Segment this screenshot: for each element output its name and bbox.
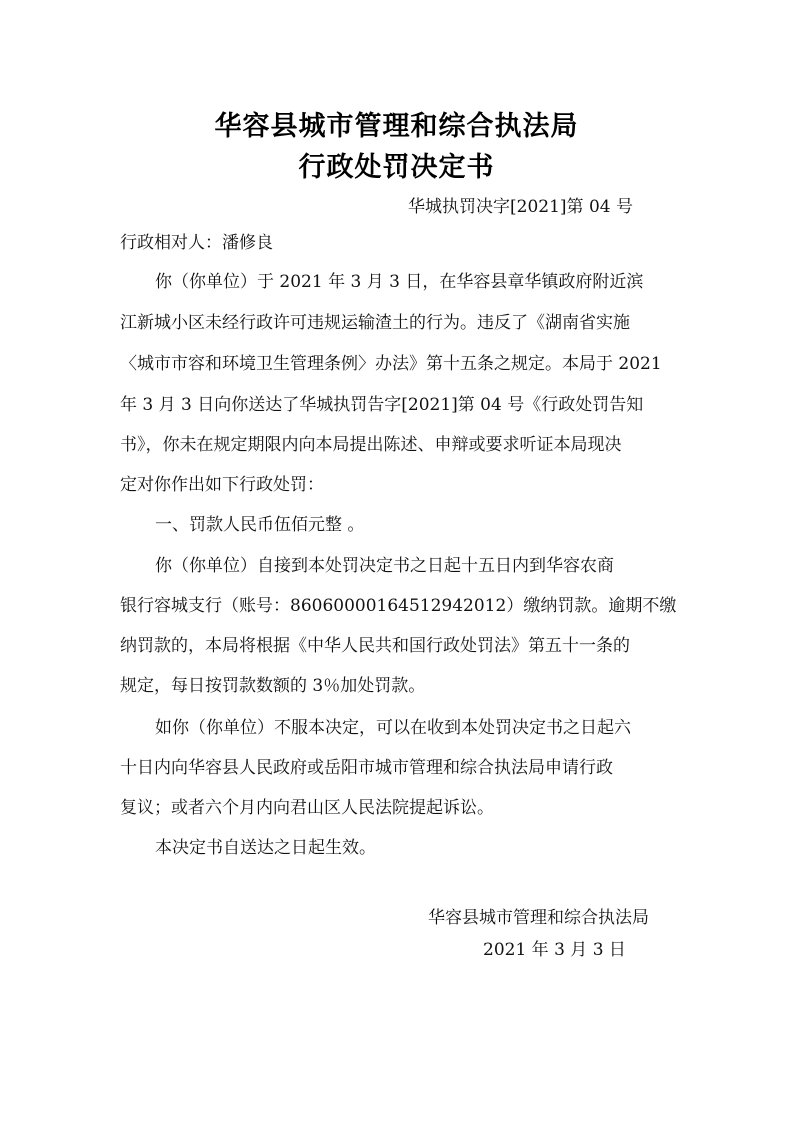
document-title-line1: 华容县城市管理和综合执法局	[214, 111, 579, 142]
penalty-line: 一、罚款人民币伍佰元整 。	[155, 515, 365, 535]
para3-line: 十日内向华容县人民政府或岳阳市城市管理和综合执法局申请行政	[120, 758, 613, 778]
para1-line: 年 3 月 3 日向你送达了华城执罚告字[2021]第 04 号《行政处罚告知	[120, 395, 644, 415]
para1-line: 江新城小区未经行政许可违规运输渣土的行为。违反了《湖南省实施	[120, 313, 630, 333]
document-title-line2: 行政处罚决定书	[298, 152, 495, 183]
para1-line: 你（你单位）于 2021 年 3 月 3 日，在华容县章华镇政府附近滨	[155, 272, 644, 292]
para3-line: 复议；或者六个月内向君山区人民法院提起诉讼。	[120, 798, 494, 818]
para3-line: 如你（你单位）不服本决定，可以在收到本处罚决定书之日起六	[155, 718, 631, 738]
effective-line: 本决定书自送达之日起生效。	[155, 838, 376, 858]
document-number: 华城执罚决字[2021]第 04 号	[408, 197, 633, 217]
party-line: 行政相对人：潘修良	[120, 233, 273, 253]
para2-line: 规定，每日按罚款数额的 3％加处罚款。	[120, 676, 426, 696]
para1-line: 书》，你未在规定期限内向本局提出陈述、申辩或要求听证本局现决	[120, 435, 622, 455]
para2-line: 银行容城支行（账号：86060000164512942012）缴纳罚款。逾期不缴	[120, 596, 677, 616]
para2-line: 纳罚款的，本局将根据《中华人民共和国行政处罚法》第五十一条的	[120, 636, 630, 656]
signature-org: 华容县城市管理和综合执法局	[428, 908, 649, 928]
signature-date: 2021 年 3 月 3 日	[483, 940, 626, 960]
para1-line: 定对你作出如下行政处罚：	[120, 475, 324, 495]
para2-line: 你（你单位）自接到本处罚决定书之日起十五日内到华容农商	[155, 556, 614, 576]
para1-line: 〈城市市容和环境卫生管理条例〉办法》第十五条之规定。本局于 2021	[120, 354, 662, 374]
